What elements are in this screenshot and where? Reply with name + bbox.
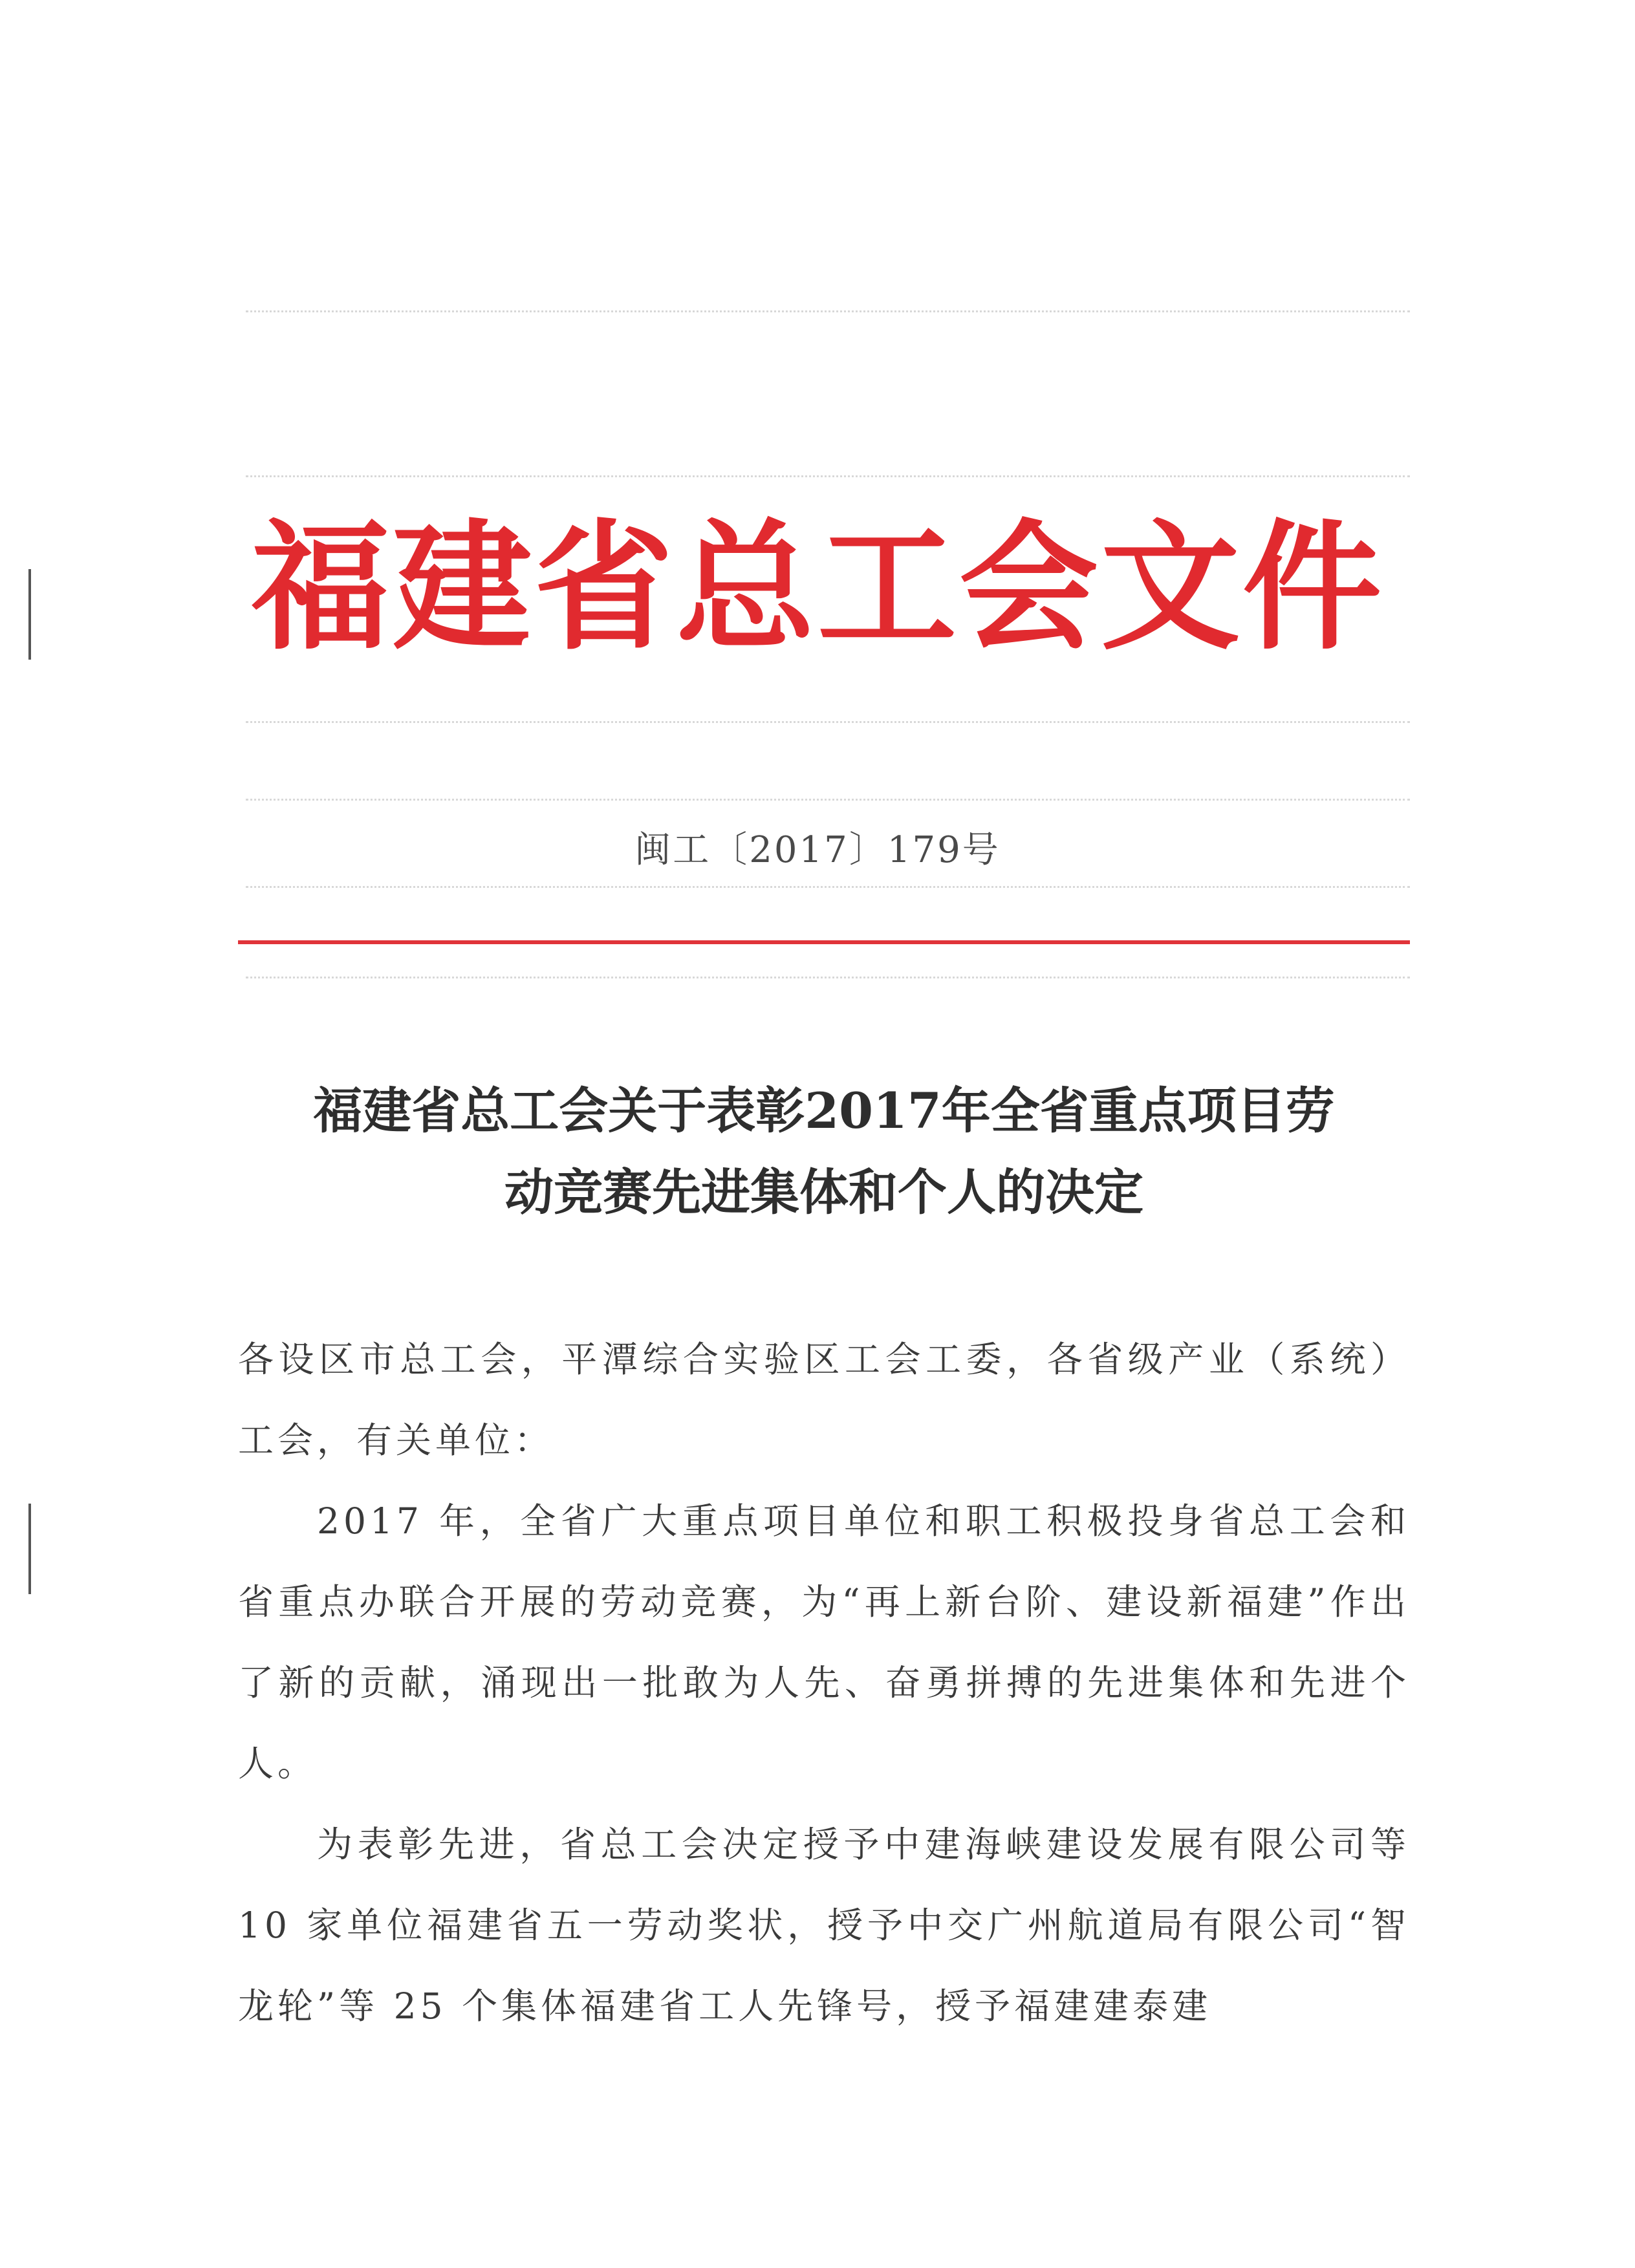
body-paragraph-1: 2017 年，全省广大重点项目单位和职工积极投身省总工会和省重点办联合开展的劳动竞赛，为“再上新台阶、建设新福建”作出了新的贡献，涌现出一批敢为人先、奋勇拼搏的先进集体和先进个人。 xyxy=(238,1500,1410,1784)
bleed-through-line xyxy=(246,475,1410,484)
document-number: 闽工〔2017〕179号 xyxy=(634,829,1001,871)
red-separator-rule xyxy=(238,940,1410,944)
bleed-through-line xyxy=(246,310,1410,319)
document-body xyxy=(238,1319,1410,2047)
heading-line-2: 动竞赛先进集体和个人的决定 xyxy=(504,1163,1143,1221)
bleed-through-line xyxy=(246,977,1410,985)
document-heading xyxy=(238,1070,1410,1233)
body-paragraph-2: 为表彰先进，省总工会决定授予中建海峡建设发展有限公司等 10 家单位福建省五一劳动奖状，授予中交广州航道局有限公司“智龙轮”等 25 个集体福建省工人先锋号，授予福建建泰建 xyxy=(238,1824,1410,2027)
document-masthead-title: 福建省总工会文件 xyxy=(251,505,1384,669)
bleed-through-line xyxy=(246,799,1410,807)
heading-line-1: 福建省总工会关于表彰2017年全省重点项目劳 xyxy=(313,1082,1335,1139)
bleed-through-line xyxy=(246,721,1410,729)
binding-mark xyxy=(28,1504,31,1594)
bleed-through-line xyxy=(246,886,1410,894)
salutation: 各设区市总工会，平潭综合实验区工会工委，各省级产业（系统）工会，有关单位： xyxy=(238,1339,1410,1461)
